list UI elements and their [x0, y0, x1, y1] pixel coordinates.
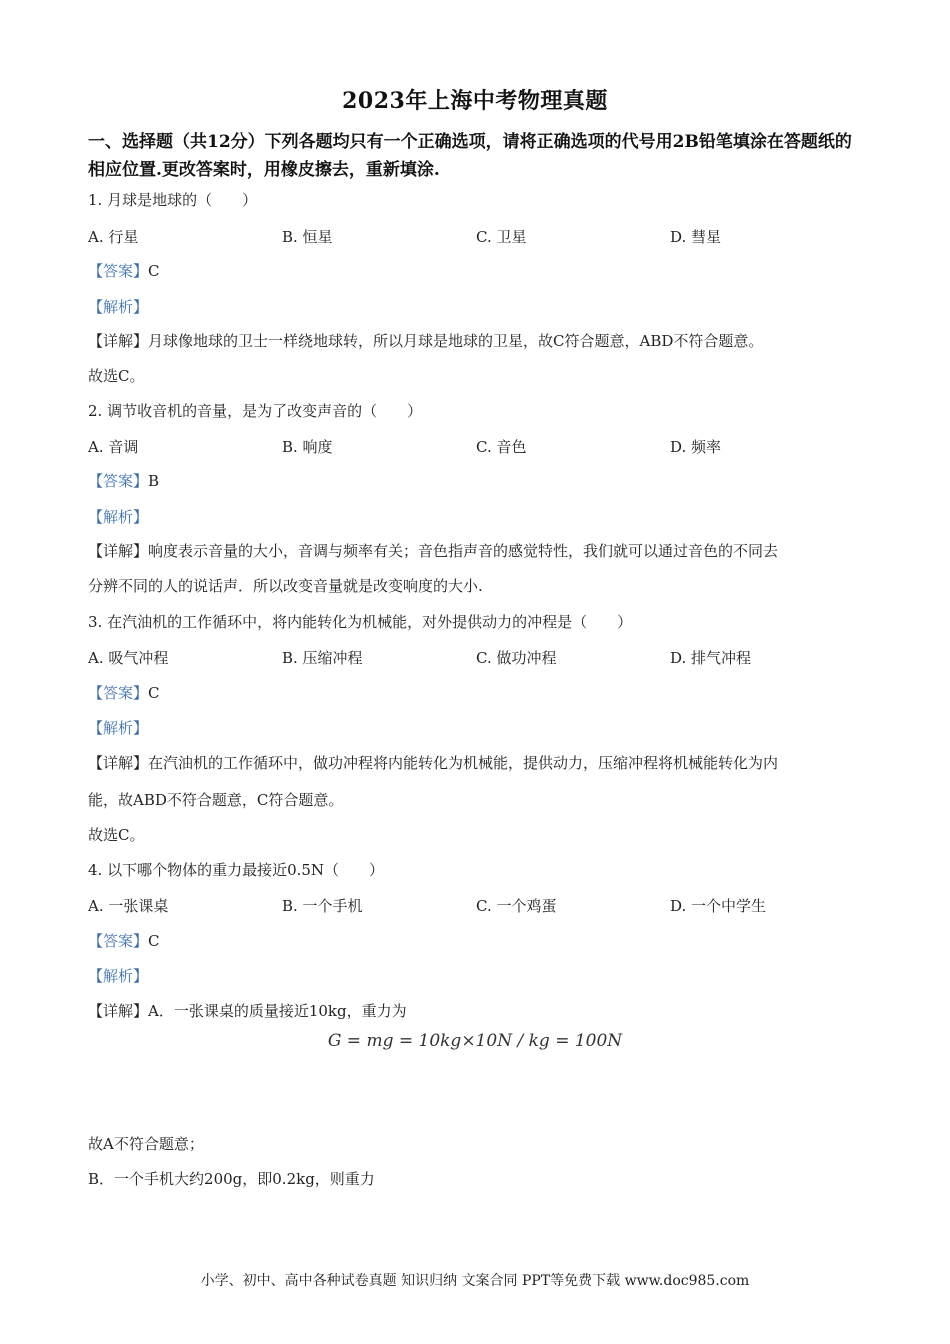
q1-detail-text: 月球像地球的卫士一样绕地球转，所以月球是地球的卫星，故C符合题意，ABD不符合题意。 — [148, 332, 764, 350]
q1-detail — [88, 331, 763, 351]
q4-detail — [88, 1001, 407, 1021]
question-3-stem: 3. 在汽油机的工作循环中，将内能转化为机械能，对外提供动力的冲程是（ ） — [88, 613, 633, 631]
q2-detail-continued: 分辨不同的人的说话声．所以改变音量就是改变响度的大小. — [88, 577, 483, 595]
detail-label: 【详解】 — [88, 1002, 149, 1020]
detail-label: 【详解】 — [88, 332, 149, 350]
q1-option-b: B. 恒星 — [282, 228, 333, 246]
q3-detail-continued: 能，故ABD不符合题意，C符合题意。 — [88, 791, 344, 809]
q2-answer-value: B — [148, 472, 160, 490]
question-2-stem: 2. 调节收音机的音量，是为了改变声音的（ ） — [88, 402, 423, 420]
q4-option-c: C. 一个鸡蛋 — [476, 897, 557, 915]
answer-label: 【答案】 — [88, 472, 149, 490]
section-heading: 一、选择题（共12分）下列各题均只有一个正确选项，请将正确选项的代号用2B铅笔填涂在答题纸的相应位置.更改答案时，用橡皮擦去，重新填涂. — [88, 132, 852, 180]
q2-analysis-label — [88, 507, 148, 527]
question-1-stem: 1. 月球是地球的（ ） — [88, 191, 258, 209]
q4-option-b: B. 一个手机 — [282, 897, 363, 915]
q1-answer-value: C — [148, 262, 160, 280]
analysis-label: 【解析】 — [88, 967, 149, 985]
page-footer: 小学、初中、高中各种试卷真题 知识归纳 文案合同 PPT等免费下载 www.doc985.com — [200, 1273, 750, 1289]
q1-conclusion: 故选C。 — [88, 367, 145, 385]
gravity-formula: G = mg = 10kg×10N / kg = 100N — [327, 1031, 623, 1051]
question-4-stem: 4. 以下哪个物体的重力最接近0.5N（ ） — [88, 861, 385, 879]
q3-conclusion: 故选C。 — [88, 826, 145, 844]
q1-option-a: A. 行星 — [88, 228, 139, 246]
q3-analysis-label — [88, 718, 148, 738]
q1-analysis-label — [88, 297, 148, 317]
q2-option-c: C. 音色 — [476, 438, 527, 456]
detail-label: 【详解】 — [88, 754, 149, 772]
answer-label: 【答案】 — [88, 932, 149, 950]
q2-answer — [88, 471, 159, 491]
q4-analysis-label — [88, 966, 148, 986]
q3-detail-text: 在汽油机的工作循环中，做功冲程将内能转化为机械能，提供动力，压缩冲程将机械能转化为内 — [148, 754, 779, 772]
analysis-label: 【解析】 — [88, 298, 149, 316]
q4-b-line: B．一个手机大约200g，即0.2kg，则重力 — [88, 1170, 375, 1188]
q2-detail — [88, 541, 778, 561]
q4-a-conclusion: 故A不符合题意； — [88, 1135, 204, 1153]
q3-option-d: D. 排气冲程 — [670, 649, 752, 667]
answer-label: 【答案】 — [88, 262, 149, 280]
q1-option-d: D. 彗星 — [670, 228, 722, 246]
q3-answer-value: C — [148, 684, 160, 702]
q3-option-b: B. 压缩冲程 — [282, 649, 363, 667]
q4-answer — [88, 931, 160, 951]
detail-label: 【详解】 — [88, 542, 149, 560]
q2-option-b: B. 响度 — [282, 438, 333, 456]
q2-option-d: D. 频率 — [670, 438, 722, 456]
q2-option-a: A. 音调 — [88, 438, 139, 456]
q4-option-d: D. 一个中学生 — [670, 897, 767, 915]
q1-option-c: C. 卫星 — [476, 228, 527, 246]
answer-label: 【答案】 — [88, 684, 149, 702]
q3-option-c: C. 做功冲程 — [476, 649, 557, 667]
q3-answer — [88, 683, 160, 703]
analysis-label: 【解析】 — [88, 508, 149, 526]
q3-option-a: A. 吸气冲程 — [88, 649, 169, 667]
q1-answer — [88, 261, 160, 281]
q2-detail-text: 响度表示音量的大小，音调与频率有关；音色指声音的感觉特性，我们就可以通过音色的不同去 — [148, 542, 779, 560]
q4-answer-value: C — [148, 932, 160, 950]
q4-detail-text: A．一张课桌的质量接近10kg，重力为 — [148, 1002, 407, 1020]
q3-detail — [88, 753, 778, 773]
page-title: 2023年上海中考物理真题 — [342, 88, 608, 114]
analysis-label: 【解析】 — [88, 719, 149, 737]
q4-option-a: A. 一张课桌 — [88, 897, 169, 915]
